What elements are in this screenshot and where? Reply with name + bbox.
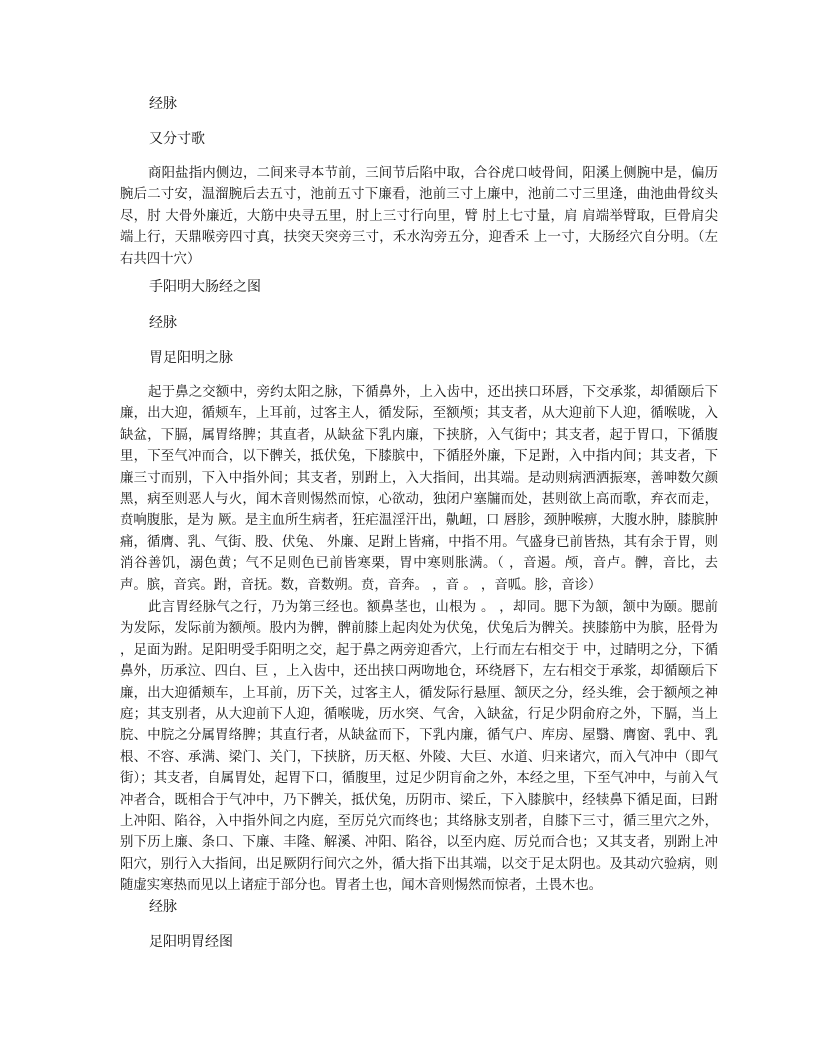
section-heading-meridian: 经脉 [149, 96, 177, 112]
paragraph-commentary: 此言胃经脉气之行，乃为第三经也。额鼻茎也，山根为 。 ，却同。腮下为颔，颔中为颐。腮前为发际，发际前为额颅。股内为髀，髀前膝上起肉处为伏兔，伏兔后为髀关。挟膝筋中为膑，胫骨为 ，足面为跗。足阳明受手阳明之交，起于鼻之两旁迎香穴，上行而左右相交于 中，过睛明之分，下循鼻外，历承泣、四白、巨 ，上入齿中，还出挟口两吻地仓，环绕唇下，左右相交于承浆，却循颐后下廉，出大迎循颊车，上耳前，历下关，过客主人，循发际行悬厘、颔厌之分，经头维，会于额颅之神庭；其支别者，从大迎前下人迎，循喉咙，历水突、气舍，入缺盆，行足少阴俞府之外，下膈，当上脘、中脘之分属胃络脾；其直行者，从缺盆而下，下乳内廉，循气户、库房、屋翳、膺窗、乳中、乳根、不容、承满、梁门、关门，下挟脐，历天枢、外陵、大巨、水道、归来诸穴，而入气冲中（即气街）；其支者，自属胃处，起胃下口，循腹里，过足少阴肓俞之外，本经之里，下至气冲中，与前入气冲者合，既相合于气冲中，乃下髀关，抵伏兔，历阴市、梁丘，下入膝膑中，经犊鼻下循足面，曰跗上冲阳、陷谷，入中指外间之内庭，至厉兑穴而终也；其络脉支别者，自膝下三寸，循三里穴之外，别下历上廉、条口、下廉、丰隆、解溪、冲阳、陷谷，以至内庭、厉兑而合也；又其支者，别跗上冲阳穴，别行入大指间，出足厥阴行间穴之外，循大指下出其端，以交于足太阴也。及其动穴验病，则随虚实寒热而见以上诸症于部分也。胃者土也，闻木音则惕然而惊者，土畏木也。 [120, 600, 718, 894]
section-heading-meridian-3: 经脉 [149, 899, 177, 915]
figure-caption-large-intestine: 手阳明大肠经之图 [149, 279, 261, 295]
paragraph-stomach-meridian-course: 起于鼻之交额中，旁约太阳之脉，下循鼻外，上入齿中，还出挟口环唇，下交承浆，却循颐后下廉，出大迎，循颊车，上耳前，过客主人，循发际，至额颅；其支者，从大迎前下人迎，循喉咙，入缺盆，下膈，属胃络脾；其直者，从缺盆下乳内廉，下挟脐，入气街中；其支者，起于胃口，下循腹里，下至气冲而合，以下髀关，抵伏兔，下膝膑中，下循胫外廉，下足跗，入中指内间；其支者，下廉三寸而别，下入中指外间；其支者，别跗上，入大指间，出其端。是动则病洒洒振寒，善呻数欠颜黑，病至则恶人与火，闻木音则惕然而惊，心欲动，独闭户塞牖而处，甚则欲上高而歌，弃衣而走，贲响腹胀，是为 厥。是主血所生病者，狂疟温淫汗出，鼽衄，口 唇胗，颈肿喉痹，大腹水肿，膝膑肿痛，循膺、乳、气街、股、伏兔、 外廉、足跗上皆痛，中指不用。气盛身已前皆热，其有余于胃，则消谷善饥，溺色黄；气不足则色已前皆寒栗，胃中寒则胀满。（ ，音遏。颅，音卢。髀，音比，去声。膑，音宾。跗，音抚。数，音数朔。贲，音奔。 ，音 。 ，音呱。胗，音诊） [120, 385, 718, 593]
section-heading-song: 又分寸歌 [149, 131, 205, 147]
paragraph-acupoint-song: 商阳盐指内侧边，二间来寻本节前，三间节后陷中取，合谷虎口岐骨间，阳溪上侧腕中是，偏历腕后二寸安，温溜腕后去五寸，池前五寸下廉看，池前三寸上廉中，池前二寸三里逢，曲池曲骨纹头尽，肘 大骨外廉近，大筋中央寻五里，肘上三寸行向里，臂 肘上七寸量，肩 肩端举臂取，巨骨肩尖端上行，天鼎喉旁四寸真，扶突天突旁三寸，禾水沟旁五分，迎香禾 上一寸，大肠经穴自分明。（左右共四十穴） [120, 166, 718, 267]
figure-caption-stomach-meridian: 足阳明胃经图 [149, 934, 233, 950]
section-heading-meridian-2: 经脉 [149, 315, 177, 331]
section-heading-stomach-meridian: 胃足阳明之脉 [149, 350, 233, 366]
